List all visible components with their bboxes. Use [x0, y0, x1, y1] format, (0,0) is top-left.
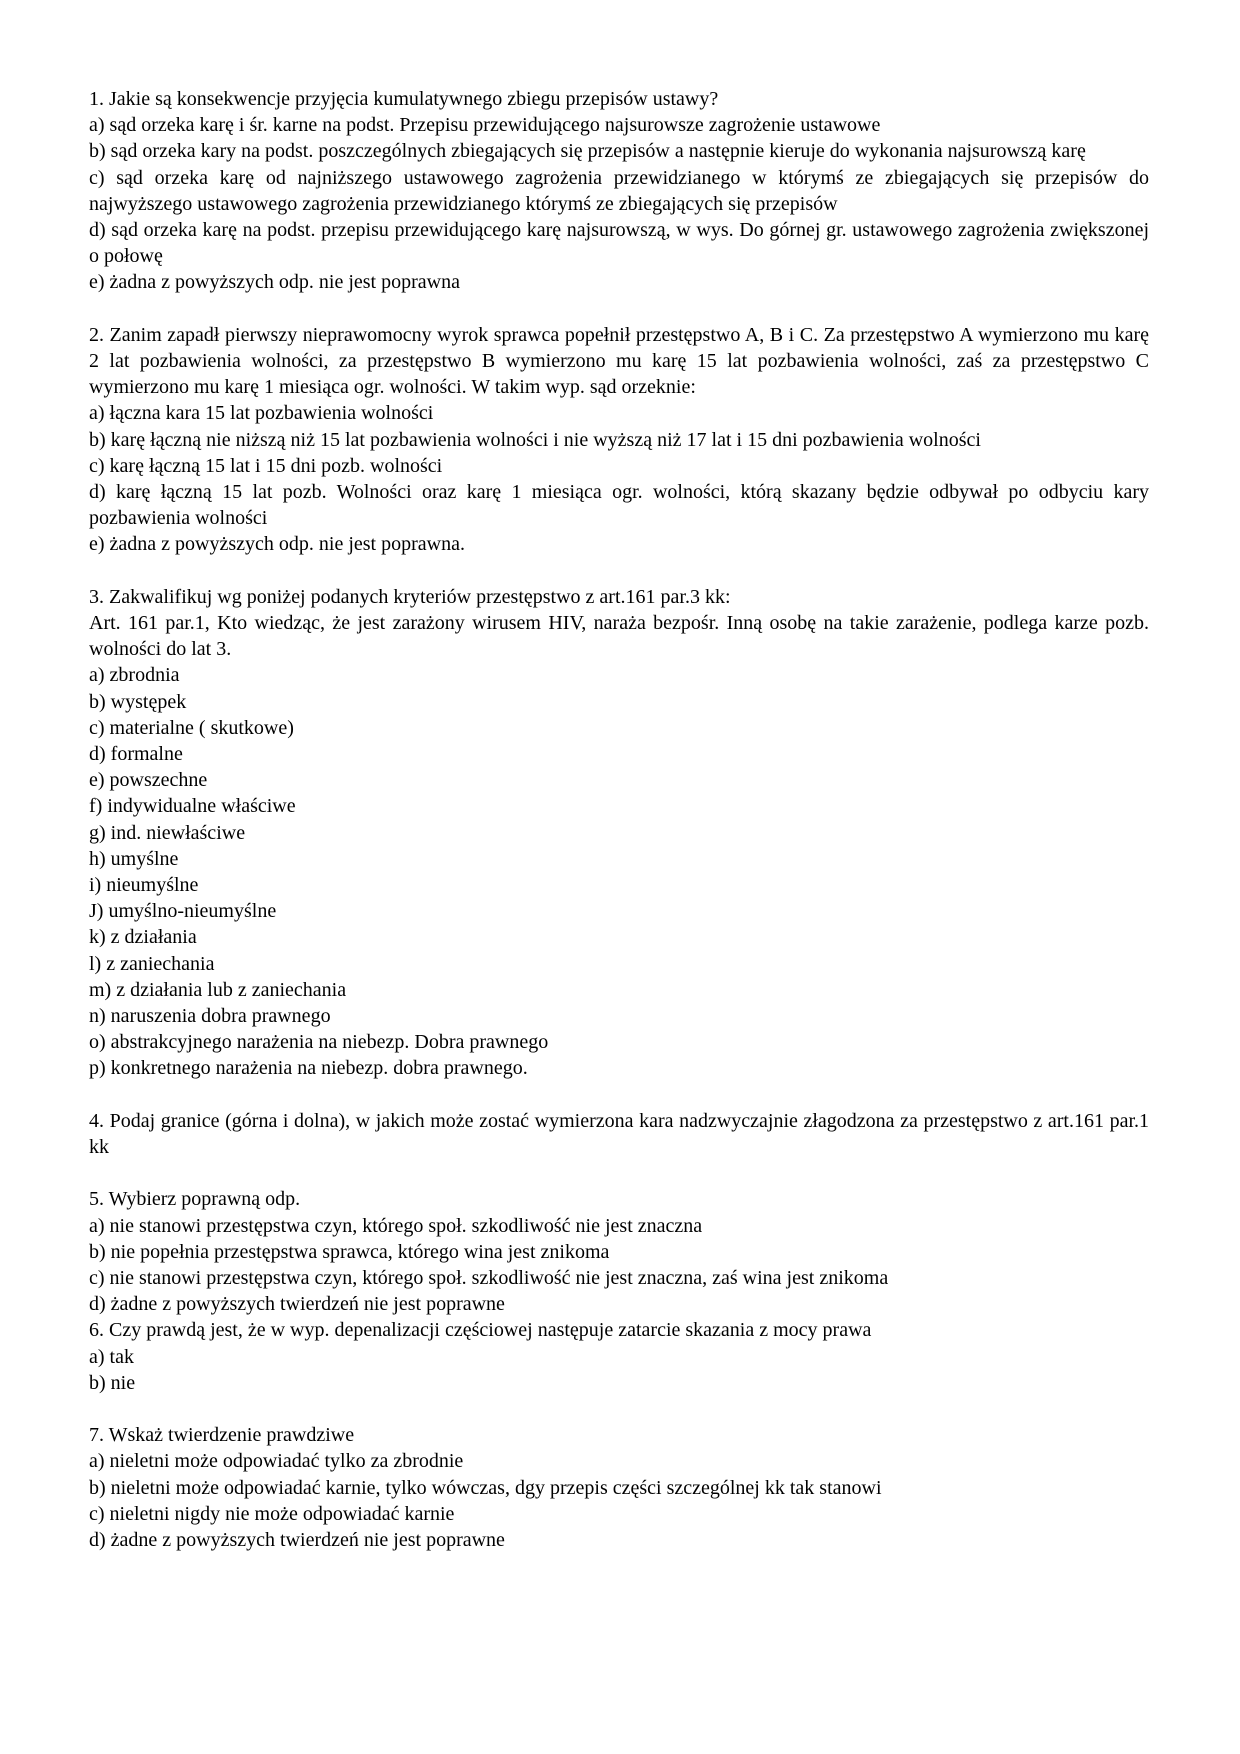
question-7 [89, 1422, 1149, 1553]
question-1-option-e: e) żadna z powyższych odp. nie jest poprawna [89, 271, 460, 294]
question-3-option-g: g) ind. niewłaściwe [89, 821, 246, 844]
question-2-option-b: b) karę łączną nie niższą niż 15 lat pozbawienia wolności i nie wyższą niż 17 lat i 15 dni pozbawienia wolności [89, 428, 981, 451]
question-1-option-a: a) sąd orzeka karę i śr. karne na podst. Przepisu przewidującego najsurowsze zagrożenie ustawowe [89, 114, 881, 137]
question-3-option-d: d) formalne [89, 743, 183, 766]
question-5 [89, 1186, 1149, 1317]
question-3-option-k: k) z działania [89, 926, 197, 949]
question-5-option-a: a) nie stanowi przestępstwa czyn, którego społ. szkodliwość nie jest znaczna [89, 1214, 703, 1237]
question-1-text: 1. Jakie są konsekwencje przyjęcia kumulatywnego zbiegu przepisów ustawy? [89, 88, 719, 110]
question-6-text: 6. Czy prawdą jest, że w wyp. depenalizacji częściowej następuje zatarcie skazania z mocy prawa [89, 1319, 872, 1342]
question-7-option-a: a) nieletni może odpowiadać tylko za zbrodnie [89, 1450, 464, 1473]
question-3-option-l: l) z zaniechania [89, 952, 215, 975]
question-2-option-a: a) łączna kara 15 lat pozbawienia wolności [89, 402, 434, 425]
question-2-option-c: c) karę łączną 15 lat i 15 dni pozb. wolności [89, 454, 443, 477]
question-3-option-b: b) występek [89, 690, 187, 713]
question-2 [89, 322, 1149, 558]
question-3-article-quote: Art. 161 par.1, Kto wiedząc, że jest zarażony wirusem HIV, naraża bezpośr. Inną osobę na takie zarażenie, podlega karze pozb. wolności do lat 3. [89, 612, 1149, 661]
question-3-option-e: e) powszechne [89, 769, 208, 792]
question-2-text: 2. Zanim zapadł pierwszy nieprawomocny wyrok sprawca popełnił przestępstwo A, B i C. Za przestępstwo A wymierzono mu karę 2 lat pozbawienia wolności, za przestępstwo B wymierzono mu karę 15 lat pozbawienia wolności, zaś za przestępstwo C wymierzono mu karę 1 miesiąca ogr. wolności. W takim wyp. sąd orzeknie: [89, 323, 1149, 399]
question-6-option-b: b) nie [89, 1371, 136, 1394]
question-5-option-b: b) nie popełnia przestępstwa sprawca, którego wina jest znikoma [89, 1240, 610, 1263]
question-3-text: 3. Zakwalifikuj wg poniżej podanych kryteriów przestępstwo z art.161 par.3 kk: [89, 585, 731, 608]
question-6-option-a: a) tak [89, 1345, 134, 1368]
question-7-option-c: c) nieletni nigdy nie może odpowiadać karnie [89, 1502, 455, 1525]
question-3 [89, 584, 1149, 1082]
question-2-option-d: d) karę łączną 15 lat pozb. Wolności oraz karę 1 miesiąca ogr. wolności, którą skazany będzie odbywał po odbyciu kary pozbawienia wolności [89, 481, 1149, 530]
question-7-option-d: d) żadne z powyższych twierdzeń nie jest poprawne [89, 1529, 505, 1552]
question-4-text: 4. Podaj granice (górna i dolna), w jakich może zostać wymierzona kara nadzwyczajnie złagodzona za przestępstwo z art.161 par.1 kk [89, 1109, 1149, 1159]
question-1-option-d: d) sąd orzeka karę na podst. przepisu przewidującego karę najsurowszą, w wys. Do górnej gr. ustawowego zagrożenia zwiększonej o połowę [89, 219, 1149, 268]
question-5-option-c: c) nie stanowi przestępstwa czyn, którego społ. szkodliwość nie jest znaczna, zaś wina jest znikoma [89, 1267, 889, 1290]
question-3-option-a: a) zbrodnia [89, 664, 180, 687]
question-2-option-e: e) żadna z powyższych odp. nie jest poprawna. [89, 533, 465, 556]
question-1-option-c: c) sąd orzeka karę od najniższego ustawowego zagrożenia przewidzianego w którymś ze zbiegających się przepisów do najwyższego ustawowego zagrożenia przewidzianego którymś ze zbiegających się przepisów [89, 166, 1149, 215]
question-3-option-h: h) umyślne [89, 847, 179, 870]
question-1 [89, 86, 1149, 296]
question-4 [89, 1108, 1149, 1160]
question-3-option-c: c) materialne ( skutkowe) [89, 716, 294, 739]
question-5-text: 5. Wybierz poprawną odp. [89, 1188, 301, 1211]
question-7-text: 7. Wskaż twierdzenie prawdziwe [89, 1424, 355, 1447]
question-3-option-i: i) nieumyślne [89, 874, 199, 897]
question-3-option-o: o) abstrakcyjnego narażenia na niebezp. Dobra prawnego [89, 1031, 549, 1054]
question-6 [89, 1317, 1149, 1396]
question-5-option-d: d) żadne z powyższych twierdzeń nie jest poprawne [89, 1293, 505, 1316]
question-3-option-f: f) indywidualne właściwe [89, 795, 296, 818]
question-3-option-n: n) naruszenia dobra prawnego [89, 1005, 331, 1028]
document-page [89, 86, 1149, 1579]
question-3-option-p: p) konkretnego narażenia na niebezp. dobra prawnego. [89, 1057, 528, 1080]
question-7-option-b: b) nieletni może odpowiadać karnie, tylko wówczas, dgy przepis części szczególnej kk tak stanowi [89, 1476, 882, 1499]
question-1-option-b: b) sąd orzeka kary na podst. poszczególnych zbiegających się przepisów a następnie kieruje do wykonania najsurowszą karę [89, 140, 1086, 163]
question-3-option-m: m) z działania lub z zaniechania [89, 978, 347, 1001]
question-3-option-j: J) umyślno-nieumyślne [89, 900, 277, 923]
